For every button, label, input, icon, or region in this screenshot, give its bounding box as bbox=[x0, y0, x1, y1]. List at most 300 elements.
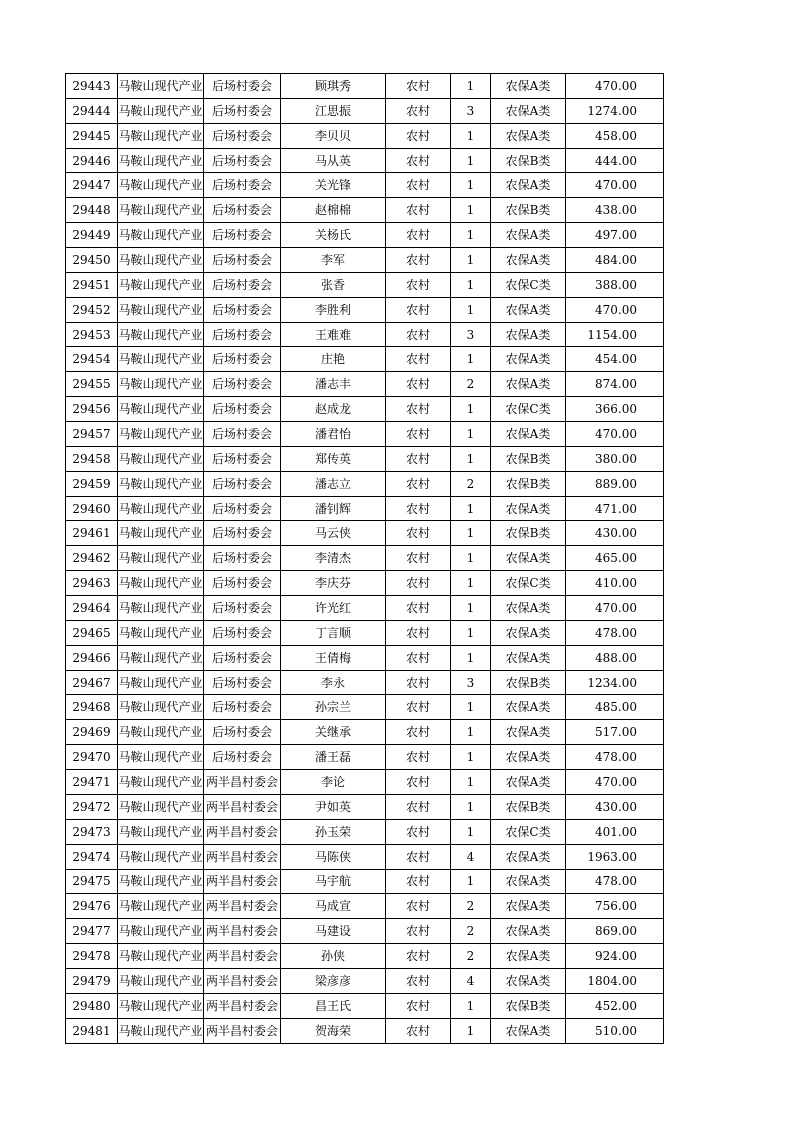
cell-person-name: 尹如英 bbox=[281, 794, 386, 819]
cell-person-name: 孙宗兰 bbox=[281, 695, 386, 720]
cell-serial-number: 29465 bbox=[66, 620, 118, 645]
cell-organization: 马鞍山现代产业 bbox=[118, 596, 204, 621]
cell-insurance-type: 农保A类 bbox=[491, 496, 566, 521]
cell-person-name: 潘志丰 bbox=[281, 372, 386, 397]
cell-person-count: 1 bbox=[451, 521, 491, 546]
cell-amount: 465.00 bbox=[566, 546, 664, 571]
cell-household-category: 农村 bbox=[386, 198, 451, 223]
cell-person-name: 王难难 bbox=[281, 322, 386, 347]
cell-amount: 1963.00 bbox=[566, 844, 664, 869]
cell-person-count: 1 bbox=[451, 148, 491, 173]
cell-amount: 430.00 bbox=[566, 794, 664, 819]
cell-insurance-type: 农保A类 bbox=[491, 546, 566, 571]
cell-village-committee: 两半昌村委会 bbox=[204, 770, 281, 795]
cell-organization: 马鞍山现代产业 bbox=[118, 471, 204, 496]
cell-household-category: 农村 bbox=[386, 446, 451, 471]
cell-organization: 马鞍山现代产业 bbox=[118, 869, 204, 894]
cell-organization: 马鞍山现代产业 bbox=[118, 496, 204, 521]
cell-person-name: 张香 bbox=[281, 272, 386, 297]
table-row bbox=[66, 422, 664, 447]
cell-person-count: 1 bbox=[451, 123, 491, 148]
table-row bbox=[66, 794, 664, 819]
cell-person-name: 孙侠 bbox=[281, 944, 386, 969]
payment-table bbox=[65, 73, 664, 1044]
cell-person-name: 赵成龙 bbox=[281, 397, 386, 422]
cell-person-name: 庄艳 bbox=[281, 347, 386, 372]
cell-amount: 388.00 bbox=[566, 272, 664, 297]
table-row bbox=[66, 894, 664, 919]
cell-amount: 1234.00 bbox=[566, 670, 664, 695]
cell-organization: 马鞍山现代产业 bbox=[118, 993, 204, 1018]
cell-household-category: 农村 bbox=[386, 322, 451, 347]
cell-organization: 马鞍山现代产业 bbox=[118, 74, 204, 99]
table-row bbox=[66, 198, 664, 223]
cell-insurance-type: 农保C类 bbox=[491, 272, 566, 297]
cell-insurance-type: 农保A类 bbox=[491, 968, 566, 993]
cell-insurance-type: 农保B类 bbox=[491, 670, 566, 695]
cell-amount: 470.00 bbox=[566, 297, 664, 322]
cell-organization: 马鞍山现代产业 bbox=[118, 198, 204, 223]
cell-household-category: 农村 bbox=[386, 670, 451, 695]
cell-amount: 488.00 bbox=[566, 645, 664, 670]
cell-person-name: 潘君怡 bbox=[281, 422, 386, 447]
cell-person-count: 1 bbox=[451, 173, 491, 198]
cell-household-category: 农村 bbox=[386, 1018, 451, 1043]
cell-serial-number: 29460 bbox=[66, 496, 118, 521]
cell-insurance-type: 农保A类 bbox=[491, 645, 566, 670]
cell-person-count: 4 bbox=[451, 968, 491, 993]
cell-person-name: 潘钊辉 bbox=[281, 496, 386, 521]
cell-amount: 470.00 bbox=[566, 173, 664, 198]
cell-serial-number: 29467 bbox=[66, 670, 118, 695]
cell-organization: 马鞍山现代产业 bbox=[118, 620, 204, 645]
table-row bbox=[66, 596, 664, 621]
cell-amount: 454.00 bbox=[566, 347, 664, 372]
cell-organization: 马鞍山现代产业 bbox=[118, 248, 204, 273]
cell-person-count: 2 bbox=[451, 944, 491, 969]
cell-amount: 470.00 bbox=[566, 770, 664, 795]
table-row bbox=[66, 944, 664, 969]
cell-household-category: 农村 bbox=[386, 745, 451, 770]
cell-person-count: 1 bbox=[451, 546, 491, 571]
cell-insurance-type: 农保A类 bbox=[491, 98, 566, 123]
cell-person-count: 1 bbox=[451, 347, 491, 372]
cell-household-category: 农村 bbox=[386, 944, 451, 969]
cell-insurance-type: 农保B类 bbox=[491, 794, 566, 819]
cell-amount: 1804.00 bbox=[566, 968, 664, 993]
cell-village-committee: 后场村委会 bbox=[204, 596, 281, 621]
table-row bbox=[66, 521, 664, 546]
cell-household-category: 农村 bbox=[386, 347, 451, 372]
cell-amount: 458.00 bbox=[566, 123, 664, 148]
cell-household-category: 农村 bbox=[386, 422, 451, 447]
table-row bbox=[66, 223, 664, 248]
cell-household-category: 农村 bbox=[386, 521, 451, 546]
cell-household-category: 农村 bbox=[386, 869, 451, 894]
cell-organization: 马鞍山现代产业 bbox=[118, 347, 204, 372]
table-row bbox=[66, 919, 664, 944]
cell-serial-number: 29473 bbox=[66, 819, 118, 844]
cell-organization: 马鞍山现代产业 bbox=[118, 372, 204, 397]
cell-person-count: 1 bbox=[451, 223, 491, 248]
cell-village-committee: 两半昌村委会 bbox=[204, 993, 281, 1018]
cell-amount: 510.00 bbox=[566, 1018, 664, 1043]
cell-amount: 478.00 bbox=[566, 620, 664, 645]
cell-amount: 889.00 bbox=[566, 471, 664, 496]
cell-household-category: 农村 bbox=[386, 695, 451, 720]
cell-serial-number: 29454 bbox=[66, 347, 118, 372]
cell-household-category: 农村 bbox=[386, 397, 451, 422]
table-row bbox=[66, 844, 664, 869]
cell-amount: 430.00 bbox=[566, 521, 664, 546]
table-row bbox=[66, 695, 664, 720]
cell-village-committee: 后场村委会 bbox=[204, 272, 281, 297]
cell-person-name: 潘志立 bbox=[281, 471, 386, 496]
cell-serial-number: 29458 bbox=[66, 446, 118, 471]
table-row bbox=[66, 745, 664, 770]
cell-person-count: 1 bbox=[451, 272, 491, 297]
cell-person-count: 1 bbox=[451, 571, 491, 596]
cell-amount: 484.00 bbox=[566, 248, 664, 273]
cell-household-category: 农村 bbox=[386, 123, 451, 148]
cell-insurance-type: 农保A类 bbox=[491, 919, 566, 944]
table-row bbox=[66, 248, 664, 273]
cell-person-count: 1 bbox=[451, 74, 491, 99]
table-row bbox=[66, 819, 664, 844]
cell-amount: 471.00 bbox=[566, 496, 664, 521]
cell-household-category: 农村 bbox=[386, 645, 451, 670]
cell-serial-number: 29459 bbox=[66, 471, 118, 496]
cell-person-count: 1 bbox=[451, 496, 491, 521]
cell-amount: 485.00 bbox=[566, 695, 664, 720]
cell-person-count: 2 bbox=[451, 471, 491, 496]
cell-person-count: 3 bbox=[451, 670, 491, 695]
cell-serial-number: 29472 bbox=[66, 794, 118, 819]
cell-household-category: 农村 bbox=[386, 546, 451, 571]
cell-organization: 马鞍山现代产业 bbox=[118, 322, 204, 347]
cell-household-category: 农村 bbox=[386, 794, 451, 819]
cell-insurance-type: 农保B类 bbox=[491, 148, 566, 173]
cell-amount: 869.00 bbox=[566, 919, 664, 944]
table-row bbox=[66, 74, 664, 99]
cell-amount: 517.00 bbox=[566, 720, 664, 745]
cell-household-category: 农村 bbox=[386, 819, 451, 844]
cell-village-committee: 两半昌村委会 bbox=[204, 968, 281, 993]
cell-amount: 470.00 bbox=[566, 74, 664, 99]
cell-person-name: 梁彦彦 bbox=[281, 968, 386, 993]
cell-organization: 马鞍山现代产业 bbox=[118, 521, 204, 546]
cell-organization: 马鞍山现代产业 bbox=[118, 546, 204, 571]
cell-village-committee: 后场村委会 bbox=[204, 397, 281, 422]
cell-amount: 1154.00 bbox=[566, 322, 664, 347]
table-row bbox=[66, 993, 664, 1018]
table-row bbox=[66, 1018, 664, 1043]
cell-village-committee: 后场村委会 bbox=[204, 670, 281, 695]
cell-person-name: 马云侠 bbox=[281, 521, 386, 546]
cell-serial-number: 29456 bbox=[66, 397, 118, 422]
cell-village-committee: 后场村委会 bbox=[204, 347, 281, 372]
cell-insurance-type: 农保A类 bbox=[491, 620, 566, 645]
cell-insurance-type: 农保A类 bbox=[491, 322, 566, 347]
cell-person-count: 1 bbox=[451, 770, 491, 795]
cell-amount: 438.00 bbox=[566, 198, 664, 223]
cell-insurance-type: 农保A类 bbox=[491, 297, 566, 322]
cell-village-committee: 后场村委会 bbox=[204, 297, 281, 322]
cell-person-count: 1 bbox=[451, 620, 491, 645]
cell-organization: 马鞍山现代产业 bbox=[118, 968, 204, 993]
cell-village-committee: 后场村委会 bbox=[204, 422, 281, 447]
cell-village-committee: 后场村委会 bbox=[204, 546, 281, 571]
table-row bbox=[66, 720, 664, 745]
cell-serial-number: 29479 bbox=[66, 968, 118, 993]
table-body bbox=[66, 74, 664, 1044]
cell-organization: 马鞍山现代产业 bbox=[118, 919, 204, 944]
cell-person-name: 昌王氏 bbox=[281, 993, 386, 1018]
cell-person-count: 2 bbox=[451, 372, 491, 397]
table-row bbox=[66, 322, 664, 347]
cell-organization: 马鞍山现代产业 bbox=[118, 770, 204, 795]
cell-village-committee: 后场村委会 bbox=[204, 198, 281, 223]
cell-serial-number: 29463 bbox=[66, 571, 118, 596]
cell-village-committee: 后场村委会 bbox=[204, 223, 281, 248]
cell-serial-number: 29450 bbox=[66, 248, 118, 273]
cell-insurance-type: 农保B类 bbox=[491, 521, 566, 546]
cell-amount: 366.00 bbox=[566, 397, 664, 422]
cell-village-committee: 后场村委会 bbox=[204, 74, 281, 99]
cell-amount: 756.00 bbox=[566, 894, 664, 919]
cell-household-category: 农村 bbox=[386, 919, 451, 944]
cell-amount: 380.00 bbox=[566, 446, 664, 471]
cell-person-count: 2 bbox=[451, 894, 491, 919]
cell-serial-number: 29477 bbox=[66, 919, 118, 944]
cell-village-committee: 两半昌村委会 bbox=[204, 919, 281, 944]
table-row bbox=[66, 546, 664, 571]
cell-amount: 497.00 bbox=[566, 223, 664, 248]
cell-person-name: 马建设 bbox=[281, 919, 386, 944]
cell-person-name: 马宇航 bbox=[281, 869, 386, 894]
cell-person-count: 1 bbox=[451, 794, 491, 819]
cell-amount: 470.00 bbox=[566, 596, 664, 621]
cell-person-count: 1 bbox=[451, 695, 491, 720]
cell-organization: 马鞍山现代产业 bbox=[118, 297, 204, 322]
cell-insurance-type: 农保A类 bbox=[491, 173, 566, 198]
cell-organization: 马鞍山现代产业 bbox=[118, 844, 204, 869]
cell-person-name: 郑传英 bbox=[281, 446, 386, 471]
cell-person-name: 李论 bbox=[281, 770, 386, 795]
table-row bbox=[66, 173, 664, 198]
cell-household-category: 农村 bbox=[386, 272, 451, 297]
cell-insurance-type: 农保A类 bbox=[491, 123, 566, 148]
cell-insurance-type: 农保B类 bbox=[491, 446, 566, 471]
cell-organization: 马鞍山现代产业 bbox=[118, 720, 204, 745]
cell-organization: 马鞍山现代产业 bbox=[118, 1018, 204, 1043]
cell-person-name: 李贝贝 bbox=[281, 123, 386, 148]
cell-organization: 马鞍山现代产业 bbox=[118, 670, 204, 695]
cell-household-category: 农村 bbox=[386, 173, 451, 198]
cell-village-committee: 后场村委会 bbox=[204, 521, 281, 546]
table-row bbox=[66, 770, 664, 795]
cell-organization: 马鞍山现代产业 bbox=[118, 422, 204, 447]
table-row bbox=[66, 148, 664, 173]
cell-household-category: 农村 bbox=[386, 248, 451, 273]
cell-person-name: 许光红 bbox=[281, 596, 386, 621]
cell-village-committee: 两半昌村委会 bbox=[204, 844, 281, 869]
cell-household-category: 农村 bbox=[386, 894, 451, 919]
table-row bbox=[66, 397, 664, 422]
cell-amount: 452.00 bbox=[566, 993, 664, 1018]
table-row bbox=[66, 98, 664, 123]
cell-organization: 马鞍山现代产业 bbox=[118, 397, 204, 422]
cell-serial-number: 29455 bbox=[66, 372, 118, 397]
cell-household-category: 农村 bbox=[386, 993, 451, 1018]
cell-insurance-type: 农保A类 bbox=[491, 223, 566, 248]
cell-serial-number: 29449 bbox=[66, 223, 118, 248]
cell-village-committee: 后场村委会 bbox=[204, 496, 281, 521]
cell-person-count: 1 bbox=[451, 745, 491, 770]
cell-village-committee: 后场村委会 bbox=[204, 471, 281, 496]
cell-amount: 478.00 bbox=[566, 869, 664, 894]
cell-village-committee: 两半昌村委会 bbox=[204, 944, 281, 969]
cell-village-committee: 后场村委会 bbox=[204, 720, 281, 745]
cell-insurance-type: 农保C类 bbox=[491, 819, 566, 844]
cell-insurance-type: 农保B类 bbox=[491, 471, 566, 496]
cell-serial-number: 29464 bbox=[66, 596, 118, 621]
cell-household-category: 农村 bbox=[386, 98, 451, 123]
cell-insurance-type: 农保A类 bbox=[491, 347, 566, 372]
cell-person-name: 马陈侠 bbox=[281, 844, 386, 869]
cell-insurance-type: 农保A类 bbox=[491, 422, 566, 447]
cell-organization: 马鞍山现代产业 bbox=[118, 571, 204, 596]
table-row bbox=[66, 471, 664, 496]
cell-village-committee: 两半昌村委会 bbox=[204, 1018, 281, 1043]
cell-person-count: 1 bbox=[451, 248, 491, 273]
cell-serial-number: 29445 bbox=[66, 123, 118, 148]
cell-organization: 马鞍山现代产业 bbox=[118, 446, 204, 471]
cell-organization: 马鞍山现代产业 bbox=[118, 695, 204, 720]
cell-amount: 444.00 bbox=[566, 148, 664, 173]
cell-organization: 马鞍山现代产业 bbox=[118, 223, 204, 248]
cell-person-count: 1 bbox=[451, 446, 491, 471]
cell-village-committee: 两半昌村委会 bbox=[204, 794, 281, 819]
cell-person-count: 1 bbox=[451, 993, 491, 1018]
cell-serial-number: 29457 bbox=[66, 422, 118, 447]
cell-organization: 马鞍山现代产业 bbox=[118, 819, 204, 844]
cell-organization: 马鞍山现代产业 bbox=[118, 123, 204, 148]
table-row bbox=[66, 645, 664, 670]
cell-amount: 478.00 bbox=[566, 745, 664, 770]
cell-village-committee: 后场村委会 bbox=[204, 620, 281, 645]
cell-village-committee: 后场村委会 bbox=[204, 98, 281, 123]
cell-person-count: 1 bbox=[451, 869, 491, 894]
cell-organization: 马鞍山现代产业 bbox=[118, 173, 204, 198]
cell-village-committee: 后场村委会 bbox=[204, 148, 281, 173]
cell-insurance-type: 农保C类 bbox=[491, 571, 566, 596]
table-row bbox=[66, 620, 664, 645]
cell-serial-number: 29461 bbox=[66, 521, 118, 546]
cell-village-committee: 后场村委会 bbox=[204, 645, 281, 670]
cell-amount: 470.00 bbox=[566, 422, 664, 447]
cell-organization: 马鞍山现代产业 bbox=[118, 944, 204, 969]
cell-organization: 马鞍山现代产业 bbox=[118, 645, 204, 670]
cell-organization: 马鞍山现代产业 bbox=[118, 794, 204, 819]
cell-household-category: 农村 bbox=[386, 372, 451, 397]
cell-amount: 410.00 bbox=[566, 571, 664, 596]
cell-insurance-type: 农保A类 bbox=[491, 695, 566, 720]
cell-amount: 1274.00 bbox=[566, 98, 664, 123]
cell-village-committee: 后场村委会 bbox=[204, 173, 281, 198]
cell-insurance-type: 农保A类 bbox=[491, 944, 566, 969]
cell-village-committee: 后场村委会 bbox=[204, 372, 281, 397]
table-row bbox=[66, 496, 664, 521]
cell-insurance-type: 农保B类 bbox=[491, 993, 566, 1018]
cell-person-count: 1 bbox=[451, 397, 491, 422]
cell-insurance-type: 农保A类 bbox=[491, 74, 566, 99]
table-row bbox=[66, 446, 664, 471]
cell-insurance-type: 农保A类 bbox=[491, 596, 566, 621]
cell-household-category: 农村 bbox=[386, 968, 451, 993]
cell-serial-number: 29471 bbox=[66, 770, 118, 795]
cell-organization: 马鞍山现代产业 bbox=[118, 98, 204, 123]
cell-village-committee: 两半昌村委会 bbox=[204, 819, 281, 844]
cell-serial-number: 29478 bbox=[66, 944, 118, 969]
cell-insurance-type: 农保A类 bbox=[491, 894, 566, 919]
cell-person-name: 关继承 bbox=[281, 720, 386, 745]
cell-organization: 马鞍山现代产业 bbox=[118, 272, 204, 297]
cell-insurance-type: 农保A类 bbox=[491, 745, 566, 770]
cell-person-count: 2 bbox=[451, 919, 491, 944]
cell-amount: 924.00 bbox=[566, 944, 664, 969]
cell-household-category: 农村 bbox=[386, 74, 451, 99]
cell-person-name: 马成宣 bbox=[281, 894, 386, 919]
cell-person-count: 1 bbox=[451, 720, 491, 745]
cell-person-name: 关光锋 bbox=[281, 173, 386, 198]
cell-insurance-type: 农保A类 bbox=[491, 1018, 566, 1043]
cell-household-category: 农村 bbox=[386, 297, 451, 322]
cell-person-name: 潘王磊 bbox=[281, 745, 386, 770]
cell-household-category: 农村 bbox=[386, 148, 451, 173]
cell-village-committee: 后场村委会 bbox=[204, 322, 281, 347]
table-row bbox=[66, 123, 664, 148]
cell-serial-number: 29470 bbox=[66, 745, 118, 770]
cell-person-name: 李军 bbox=[281, 248, 386, 273]
cell-serial-number: 29474 bbox=[66, 844, 118, 869]
cell-household-category: 农村 bbox=[386, 720, 451, 745]
cell-serial-number: 29469 bbox=[66, 720, 118, 745]
cell-organization: 马鞍山现代产业 bbox=[118, 745, 204, 770]
table-row bbox=[66, 571, 664, 596]
cell-person-name: 丁言顺 bbox=[281, 620, 386, 645]
cell-insurance-type: 农保A类 bbox=[491, 720, 566, 745]
cell-person-name: 李庆芬 bbox=[281, 571, 386, 596]
cell-insurance-type: 农保C类 bbox=[491, 397, 566, 422]
cell-insurance-type: 农保A类 bbox=[491, 770, 566, 795]
cell-village-committee: 两半昌村委会 bbox=[204, 869, 281, 894]
cell-village-committee: 后场村委会 bbox=[204, 123, 281, 148]
cell-serial-number: 29448 bbox=[66, 198, 118, 223]
cell-serial-number: 29444 bbox=[66, 98, 118, 123]
cell-household-category: 农村 bbox=[386, 620, 451, 645]
table-row bbox=[66, 272, 664, 297]
cell-person-name: 孙玉荣 bbox=[281, 819, 386, 844]
cell-person-name: 顾琪秀 bbox=[281, 74, 386, 99]
cell-serial-number: 29451 bbox=[66, 272, 118, 297]
cell-insurance-type: 农保A类 bbox=[491, 248, 566, 273]
cell-serial-number: 29452 bbox=[66, 297, 118, 322]
cell-household-category: 农村 bbox=[386, 596, 451, 621]
cell-serial-number: 29476 bbox=[66, 894, 118, 919]
cell-serial-number: 29475 bbox=[66, 869, 118, 894]
cell-person-name: 王倩梅 bbox=[281, 645, 386, 670]
